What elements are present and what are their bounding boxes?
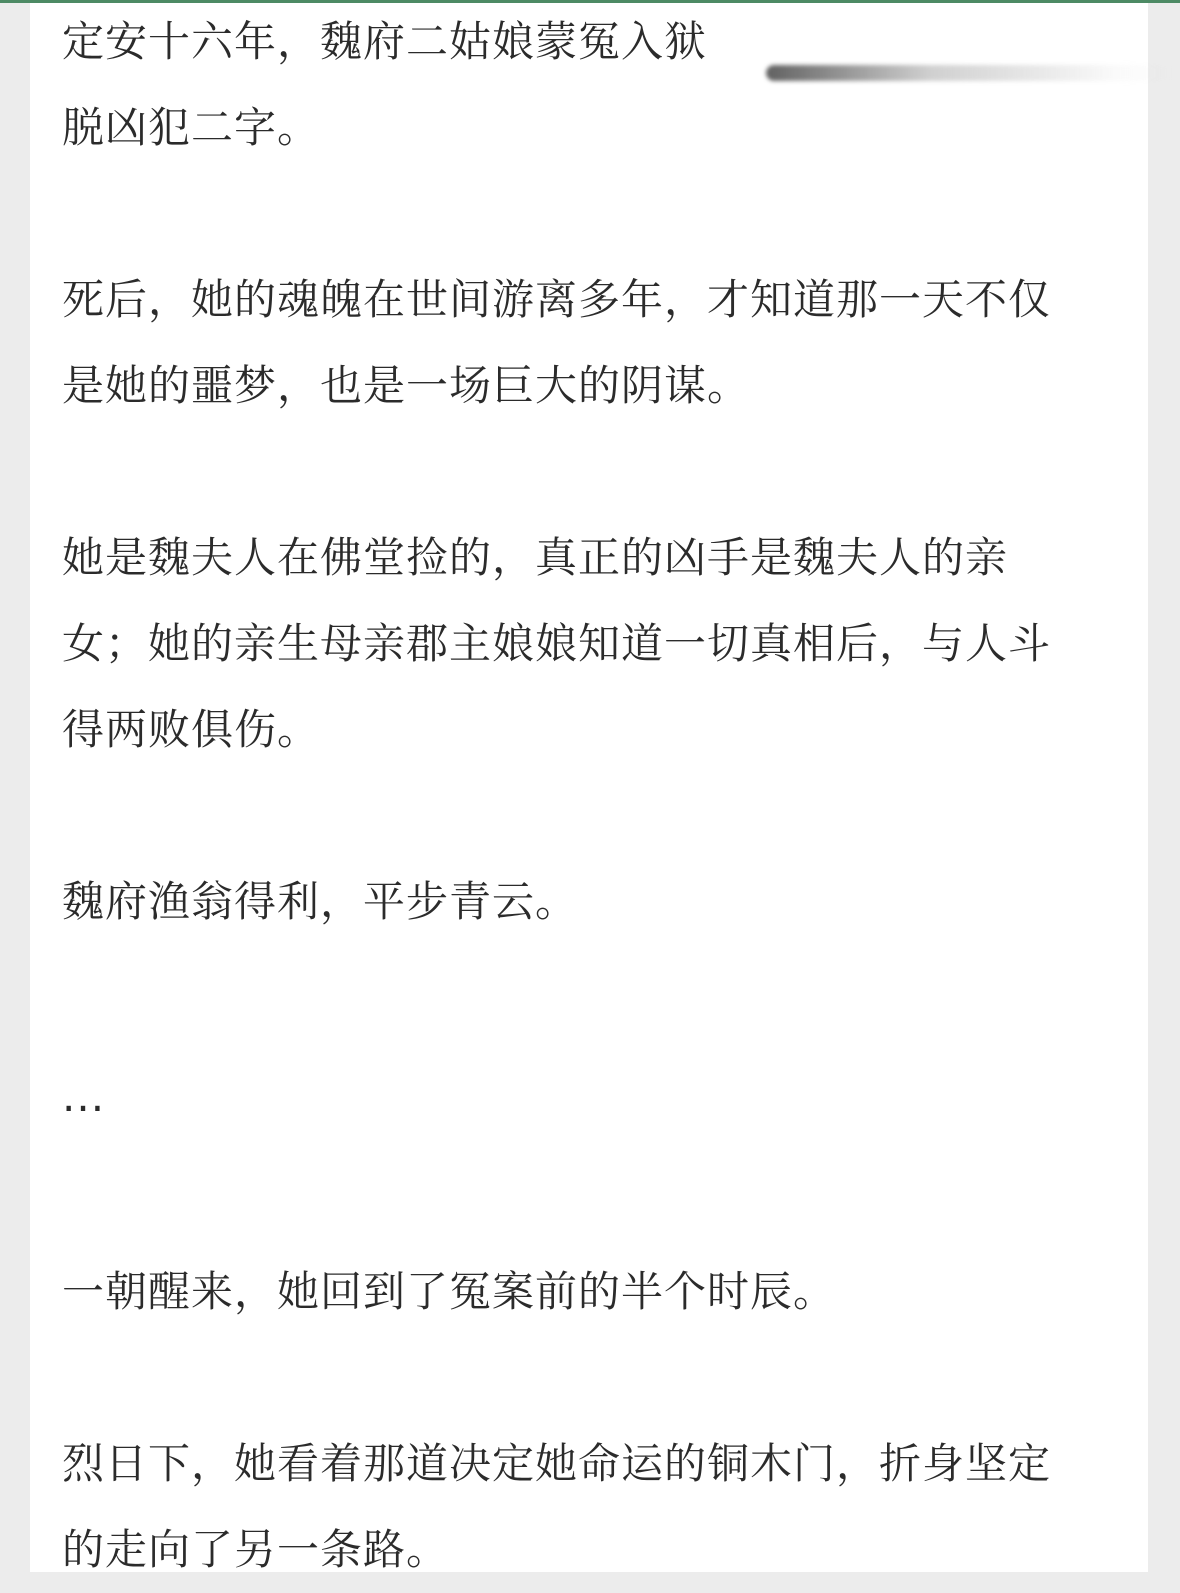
text-line: 是她的噩梦，也是一场巨大的阴谋。 [62,361,751,410]
text-line: 死后，她的魂魄在世间游离多年，才知道那一天不仅 [62,275,1052,324]
ellipsis-separator [62,1073,1122,1121]
text-line: 定安十六年，魏府二姑娘蒙冤入狱 [62,17,708,66]
paragraph-1 [62,0,1122,171]
text-line: 烈日下，她看着那道决定她命运的铜木门，折身坚定 [62,1439,1052,1488]
paragraph-6 [62,1421,1122,1593]
paragraph-3 [62,515,1122,773]
article-body [62,0,1122,1593]
article-page [30,3,1148,1572]
text-line: 的走向了另一条路。 [62,1525,450,1574]
text-line: 一朝醒来，她回到了冤案前的半个时辰。 [62,1267,837,1316]
text-line: 脱凶犯二字。 [62,103,321,152]
paragraph-2 [62,257,1122,429]
text-line: 女；她的亲生母亲郡主娘娘知道一切真相后，与人斗 [62,619,1052,668]
paragraph-4 [62,859,1122,945]
text-line: 她是魏夫人在佛堂捡的，真正的凶手是魏夫人的亲 [62,533,1009,582]
paragraph-5 [62,1249,1122,1335]
text-line: ... [62,1072,106,1121]
text-line: 得两败俱伤。 [62,705,321,754]
text-line: 魏府渔翁得利，平步青云。 [62,877,579,926]
